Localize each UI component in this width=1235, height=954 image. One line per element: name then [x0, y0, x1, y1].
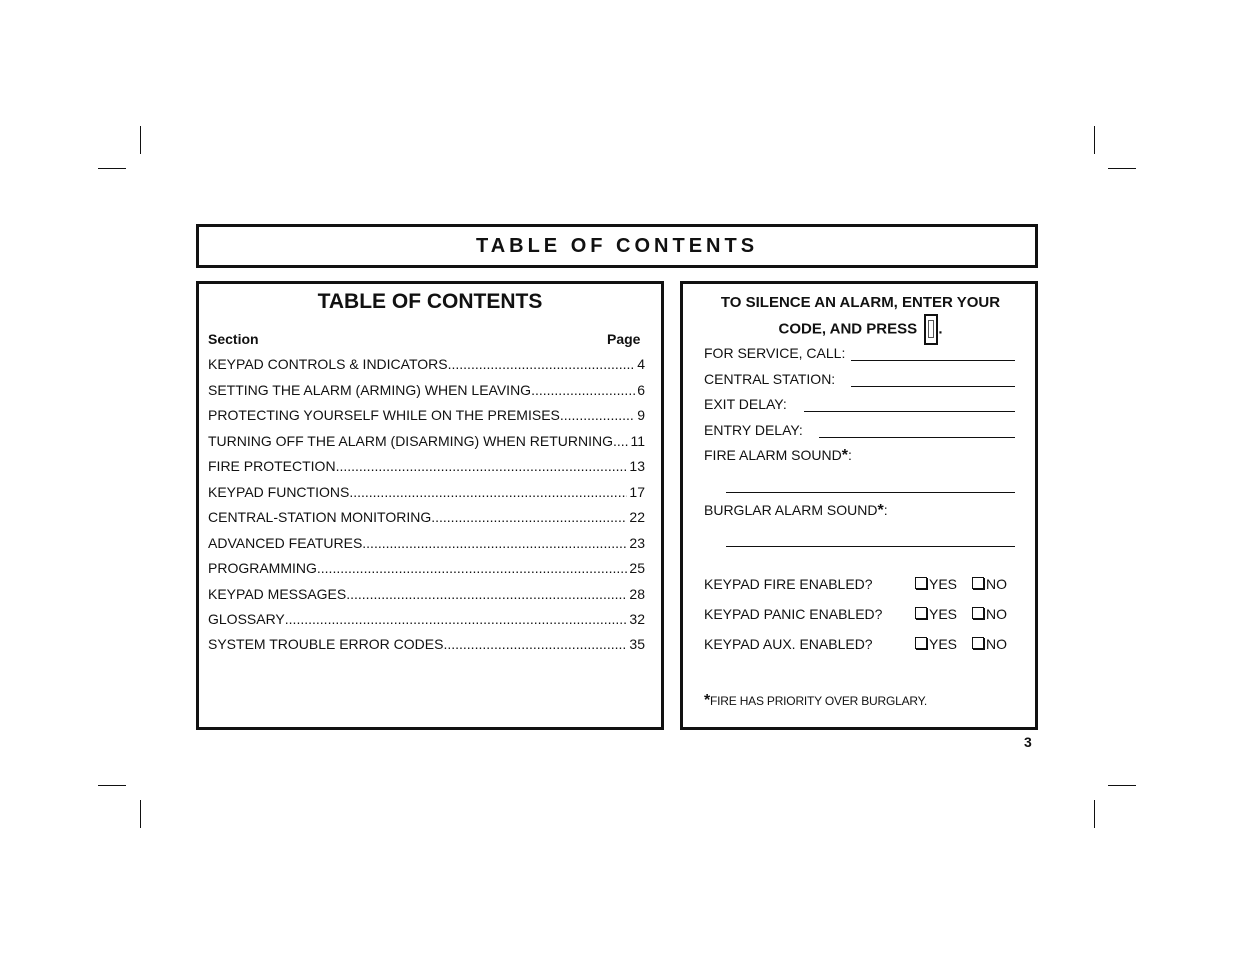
checkbox-icon[interactable] [915, 577, 927, 589]
leader-dots [346, 586, 627, 602]
page-number: 3 [1024, 734, 1032, 750]
keypad-aux-no-option[interactable] [972, 636, 1007, 652]
toc-entry-title: FIRE PROTECTION [208, 458, 336, 474]
toc-entry-page: 22 [629, 509, 645, 525]
keypad-fire-label: KEYPAD FIRE ENABLED? [704, 576, 873, 592]
entry-delay-field[interactable] [819, 437, 1015, 438]
colon: : [883, 502, 888, 518]
checkbox-icon[interactable] [915, 637, 927, 649]
service-call-label: FOR SERVICE, CALL: [704, 345, 846, 361]
crop-mark [140, 126, 141, 154]
toc-entry[interactable] [208, 382, 645, 402]
toc-entry[interactable] [208, 586, 645, 606]
crop-mark [1108, 168, 1136, 169]
silence-period: . [938, 320, 943, 338]
keypad-aux-row [704, 636, 1024, 656]
toc-entry-title: CENTRAL-STATION MONITORING [208, 509, 432, 525]
keypad-panic-label: KEYPAD PANIC ENABLED? [704, 606, 883, 622]
toc-entry-page: 6 [637, 382, 645, 398]
toc-entry-page: 28 [629, 586, 645, 602]
central-station-label: CENTRAL STATION: [704, 371, 836, 387]
silence-instructions [693, 292, 1028, 345]
toc-entry-page: 13 [629, 458, 645, 474]
checkbox-icon[interactable] [915, 607, 927, 619]
leader-dots [531, 382, 635, 398]
toc-entry[interactable] [208, 560, 645, 580]
leader-dots [317, 560, 628, 576]
toc-heading: TABLE OF CONTENTS [317, 290, 543, 313]
fire-alarm-sound-field[interactable] [726, 492, 1015, 493]
burglar-alarm-sound-row [704, 502, 888, 520]
service-call-field[interactable] [851, 360, 1015, 361]
checkbox-icon[interactable] [972, 607, 984, 619]
toc-entry-page: 35 [629, 636, 645, 652]
asterisk: * [841, 447, 848, 464]
leader-dots [443, 636, 627, 652]
keypad-panic-no-option[interactable] [972, 606, 1007, 622]
keypad-panic-row [704, 606, 1024, 626]
silence-line-2: CODE, AND PRESS [778, 320, 918, 338]
toc-entry[interactable] [208, 611, 645, 631]
toc-entry-title: KEYPAD FUNCTIONS [208, 484, 350, 500]
toc-panel [196, 281, 664, 730]
burglar-alarm-sound-field[interactable] [726, 546, 1015, 547]
toc-entry-page: 17 [629, 484, 645, 500]
keypad-aux-label: KEYPAD AUX. ENABLED? [704, 636, 873, 652]
leader-dots [336, 458, 628, 474]
asterisk: * [704, 692, 711, 709]
fire-priority-note [704, 692, 927, 710]
keypad-fire-row [704, 576, 1024, 596]
fire-alarm-sound-label: FIRE ALARM SOUND [704, 447, 842, 463]
toc-entry[interactable] [208, 484, 645, 504]
yes-label: YES [929, 636, 958, 652]
keypad-fire-yes-option[interactable] [915, 576, 957, 592]
page-title-bar [196, 224, 1038, 268]
toc-entry-title: SYSTEM TROUBLE ERROR CODES [208, 636, 444, 652]
toc-entry-title: ADVANCED FEATURES [208, 535, 363, 551]
toc-entry-page: 23 [629, 535, 645, 551]
toc-entry[interactable] [208, 458, 645, 478]
toc-entry-page: 32 [629, 611, 645, 627]
central-station-field[interactable] [851, 386, 1015, 387]
fire-priority-note-text: FIRE HAS PRIORITY OVER BURGLARY. [710, 694, 928, 708]
toc-entry[interactable] [208, 356, 645, 376]
toc-entry-title: PROTECTING YOURSELF WHILE ON THE PREMISES [208, 407, 560, 423]
crop-mark [1094, 800, 1095, 828]
colon: : [847, 447, 852, 463]
yes-label: YES [929, 576, 958, 592]
no-label: NO [986, 606, 1007, 622]
crop-mark [1108, 785, 1136, 786]
toc-entry-title: KEYPAD CONTROLS & INDICATORS [208, 356, 448, 372]
entry-delay-label: ENTRY DELAY: [704, 422, 803, 438]
page-title: TABLE OF CONTENTS [475, 234, 759, 257]
off-key-icon [924, 314, 938, 345]
toc-entry[interactable] [208, 433, 645, 453]
toc-entry-title: PROGRAMMING [208, 560, 317, 576]
leader-dots [349, 484, 627, 500]
no-label: NO [986, 576, 1007, 592]
toc-entry-page: 9 [637, 407, 645, 423]
toc-entry[interactable] [208, 509, 645, 529]
leader-dots [448, 356, 636, 372]
leader-dots [285, 611, 628, 627]
leader-dots [431, 509, 627, 525]
toc-entry-page: 4 [637, 356, 645, 372]
toc-page-header: Page [607, 331, 641, 347]
toc-entry-title: TURNING OFF THE ALARM (DISARMING) WHEN RETURNING [208, 433, 613, 449]
keypad-panic-yes-option[interactable] [915, 606, 957, 622]
toc-entry-title: GLOSSARY [208, 611, 285, 627]
toc-entry[interactable] [208, 636, 645, 656]
keypad-fire-no-option[interactable] [972, 576, 1007, 592]
toc-entry-title: KEYPAD MESSAGES [208, 586, 347, 602]
toc-entry[interactable] [208, 535, 645, 555]
toc-entry-page: 25 [629, 560, 645, 576]
exit-delay-label: EXIT DELAY: [704, 396, 787, 412]
leader-dots [560, 407, 635, 423]
crop-mark [1094, 126, 1095, 154]
crop-mark [98, 785, 126, 786]
silence-line-2-row [693, 314, 1028, 345]
asterisk: * [877, 502, 884, 519]
checkbox-icon[interactable] [972, 637, 984, 649]
no-label: NO [986, 636, 1007, 652]
leader-dots [613, 433, 628, 449]
burglar-alarm-sound-label: BURGLAR ALARM SOUND [704, 502, 878, 518]
crop-mark [98, 168, 126, 169]
leader-dots [362, 535, 627, 551]
toc-section-header: Section [208, 331, 259, 347]
fire-alarm-sound-row [704, 447, 852, 465]
alarm-info-panel [680, 281, 1038, 730]
silence-line-1: TO SILENCE AN ALARM, ENTER YOUR [720, 294, 1001, 311]
checkbox-icon[interactable] [972, 577, 984, 589]
yes-label: YES [929, 606, 958, 622]
toc-entry[interactable] [208, 407, 645, 427]
keypad-aux-yes-option[interactable] [915, 636, 957, 652]
toc-entry-title: SETTING THE ALARM (ARMING) WHEN LEAVING [208, 382, 532, 398]
crop-mark [140, 800, 141, 828]
exit-delay-field[interactable] [804, 411, 1015, 412]
toc-entry-page: 11 [630, 433, 645, 449]
